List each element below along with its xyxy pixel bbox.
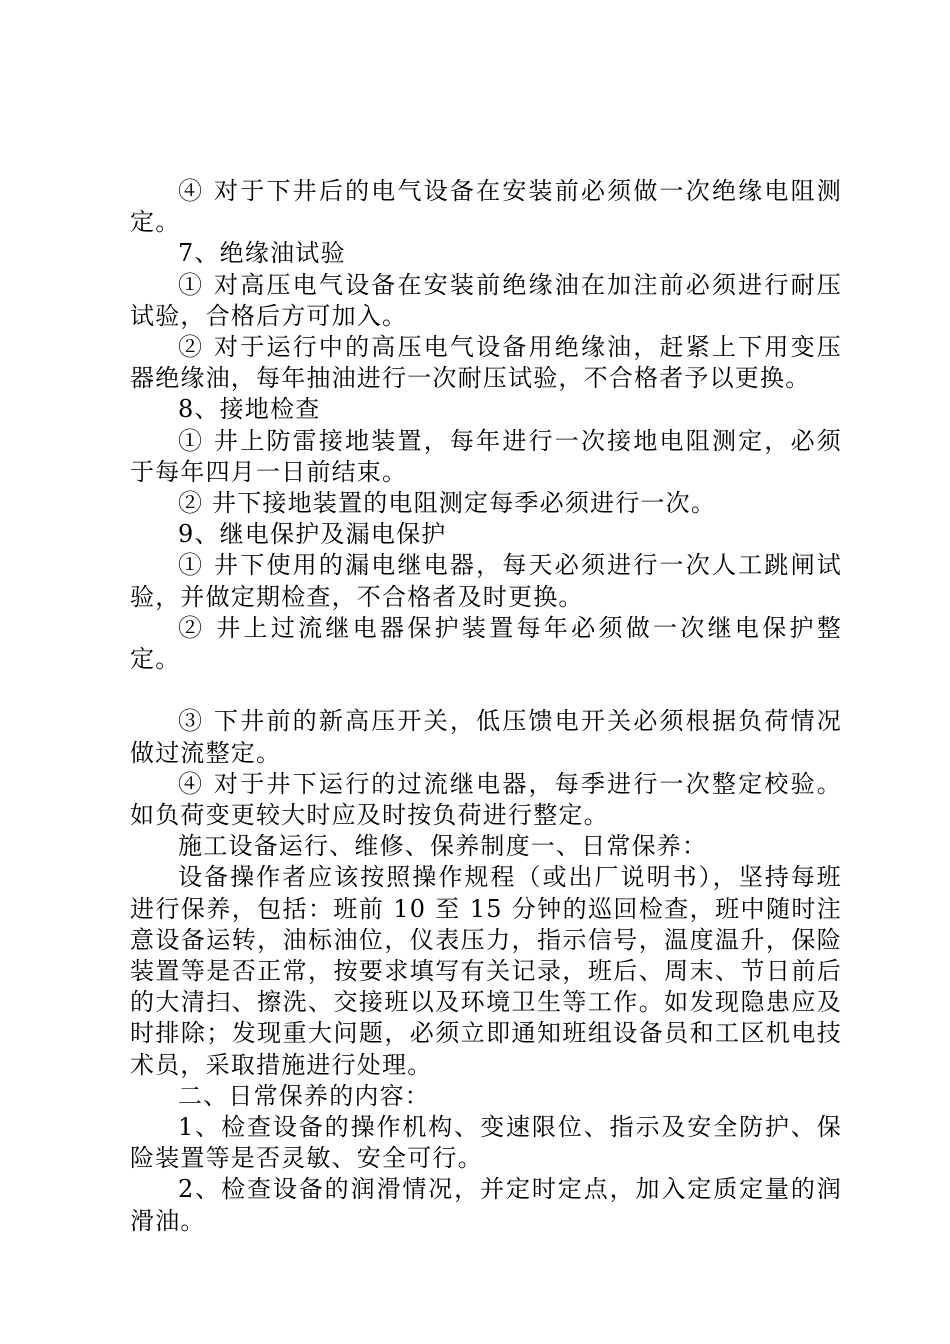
paragraph-6: ① 井上防雷接地装置，每年进行一次接地电阻测定，必须于每年四月一日前结束。: [130, 426, 842, 486]
document-page: [130, 176, 842, 1237]
paragraph-17: 2、检查设备的润滑情况，并定时定点，加入定质定量的润滑油。: [130, 1175, 842, 1235]
paragraph-4: ② 对于运行中的高压电气设备用绝缘油，赶紧上下用变压器绝缘油，每年抽油进行一次耐压试验，不合格者予以更换。: [130, 333, 842, 393]
heading-relay-protection: 9、继电保护及漏电保护: [178, 520, 447, 549]
paragraph-14: 设备操作者应该按照操作规程（或出厂说明书），坚持每班进行保养，包括：班前 10 至 15 分钟的巡回检查，班中随时注意设备运转，油标油位，仪表压力，指示信号，温度温升，保险装置等是否正常，按要求填写有关记录，班后、周末、节日前后的大清扫、擦洗、交接班以及环境卫生等工作。如发现隐患应及时排除；发现重大问题，必须立即通知班组设备员和工区机电技术员，采取措施进行处理。: [130, 863, 842, 1079]
paragraph-9: ① 井下使用的漏电继电器，每天必须进行一次人工跳闸试验，并做定期检查，不合格者及时更换。: [130, 551, 842, 611]
paragraph-1: ④ 对于下井后的电气设备在安装前必须做一次绝缘电阻测定。: [130, 177, 842, 237]
paragraph-3: ① 对高压电气设备在安装前绝缘油在加注前必须进行耐压试验，合格后方可加入。: [130, 270, 842, 330]
heading-equipment-maintenance-system: 施工设备运行、维修、保养制度一、日常保养：: [178, 832, 708, 861]
heading-daily-maintenance-content: 二、日常保养的内容：: [178, 1081, 430, 1110]
paragraph-16: 1、检查设备的操作机构、变速限位、指示及安全防护、保险装置等是否灵敏、安全可行。: [130, 1113, 842, 1173]
heading-grounding-check: 8、接地检查: [178, 395, 321, 424]
paragraph-7: ② 井下接地装置的电阻测定每季必须进行一次。: [178, 489, 717, 518]
paragraph-10: ② 井上过流继电器保护装置每年必须做一次继电保护整定。: [130, 613, 842, 674]
heading-insulating-oil-test: 7、绝缘油试验: [178, 239, 346, 268]
paragraph-11: ③ 下井前的新高压开关，低压馈电开关必须根据负荷情况做过流整定。: [130, 707, 842, 767]
paragraph-12: ④ 对于井下运行的过流继电器，每季进行一次整定校验。如负荷变更较大时应及时按负荷进行整定。: [130, 769, 842, 830]
